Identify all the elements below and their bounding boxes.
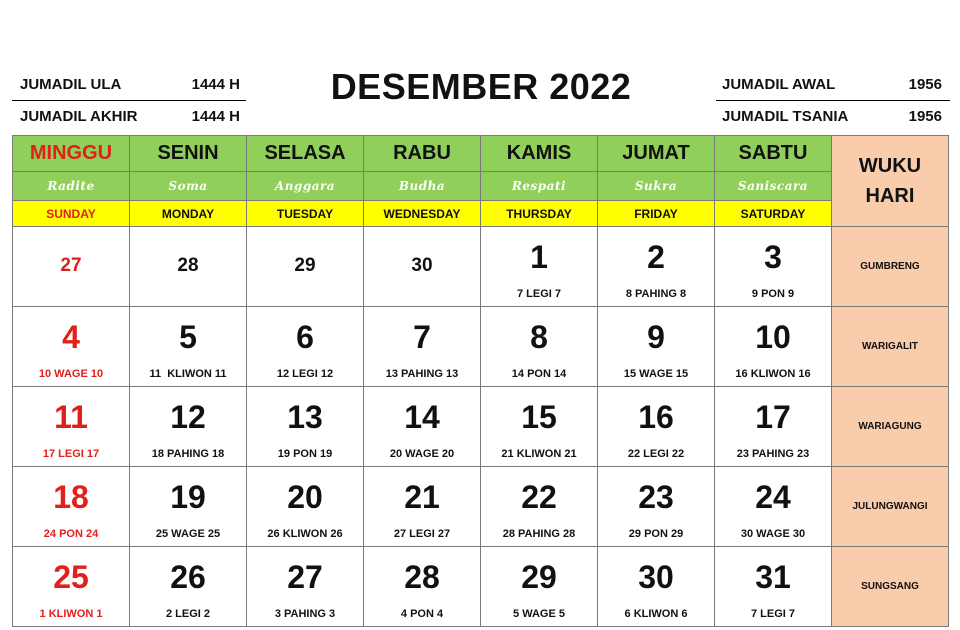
pasaran-label: 29 PON 29: [628, 528, 684, 540]
day-name-saturday: SABTU: [715, 136, 832, 172]
javanese-day-monday: Soma: [130, 172, 247, 201]
week-row: [13, 547, 949, 627]
date-cell[interactable]: [247, 387, 364, 467]
pasaran-label: 27 LEGI 27: [393, 528, 451, 540]
date-number: 21: [404, 479, 440, 515]
date-number: 29: [294, 255, 316, 276]
wuku-header-line-1: WUKU: [858, 155, 922, 177]
english-day-wednesday: WEDNESDAY: [364, 201, 481, 227]
date-number: 25: [53, 559, 89, 595]
date-cell[interactable]: [13, 227, 130, 307]
javanese-day-row: [13, 172, 949, 201]
date-number: 1: [530, 239, 548, 275]
pasaran-label: 20 WAGE 20: [389, 448, 455, 460]
english-day-tuesday: TUESDAY: [247, 201, 364, 227]
date-number: 28: [404, 559, 440, 595]
calendar-grid: [12, 135, 949, 627]
pasaran-label: 13 PAHING 13: [385, 368, 459, 380]
date-number: 30: [411, 255, 433, 276]
date-cell[interactable]: [715, 547, 832, 627]
javanese-year: 1956: [908, 75, 942, 93]
date-cell[interactable]: [13, 547, 130, 627]
date-cell[interactable]: [247, 227, 364, 307]
javanese-month-name: JUMADIL AWAL: [722, 75, 836, 93]
wuku-header-line-2: HARI: [865, 185, 915, 207]
javanese-day-thursday: Respati: [481, 172, 598, 201]
pasaran-label: 3 PAHING 3: [274, 608, 336, 620]
hijri-month-row-2: [14, 105, 246, 127]
date-cell[interactable]: [481, 307, 598, 387]
pasaran-label: 30 WAGE 30: [740, 528, 806, 540]
date-cell[interactable]: [481, 467, 598, 547]
hijri-year: 1444 H: [191, 107, 240, 125]
pasaran-label: 24 PON 24: [43, 528, 99, 540]
date-number: 20: [287, 479, 323, 515]
pasaran-label: 12 LEGI 12: [276, 368, 334, 380]
english-day-sunday: SUNDAY: [13, 201, 130, 227]
date-cell[interactable]: [247, 467, 364, 547]
date-cell[interactable]: [715, 387, 832, 467]
page-title: DESEMBER 2022: [330, 66, 632, 107]
date-number: 17: [755, 399, 791, 435]
javanese-day-saturday: Saniscara: [715, 172, 832, 201]
date-cell[interactable]: [364, 307, 481, 387]
pasaran-label: 17 LEGI 17: [42, 448, 100, 460]
pasaran-label: 15 WAGE 15: [623, 368, 689, 380]
wuku-label: WARIGALIT: [832, 307, 949, 387]
date-cell[interactable]: [130, 467, 247, 547]
english-day-saturday: SATURDAY: [715, 201, 832, 227]
date-number: 12: [170, 399, 206, 435]
date-number: 28: [177, 255, 199, 276]
date-cell[interactable]: [130, 307, 247, 387]
english-day-monday: MONDAY: [130, 201, 247, 227]
pasaran-label: 18 PAHING 18: [151, 448, 225, 460]
wuku-label: SUNGSANG: [832, 547, 949, 627]
javanese-year: 1956: [908, 107, 942, 125]
date-number: 4: [62, 319, 80, 355]
hijri-month-name: JUMADIL AKHIR: [20, 107, 138, 125]
date-number: 11: [54, 399, 88, 435]
day-name-monday: SENIN: [130, 136, 247, 172]
date-number: 10: [755, 319, 791, 355]
pasaran-label: 1 KLIWON 1: [39, 608, 103, 620]
pasaran-label: 25 WAGE 25: [155, 528, 221, 540]
day-name-row: [13, 136, 949, 172]
date-cell[interactable]: [481, 387, 598, 467]
pasaran-label: 4 PON 4: [400, 608, 444, 620]
pasaran-label: 28 PAHING 28: [502, 528, 576, 540]
day-name-sunday: MINGGU: [13, 136, 130, 172]
pasaran-label: 8 PAHING 8: [625, 288, 687, 300]
date-number: 13: [287, 399, 323, 435]
pasaran-label: 2 LEGI 2: [165, 608, 211, 620]
javanese-month-row-2: [716, 105, 948, 127]
pasaran-label: 14 PON 14: [511, 368, 567, 380]
pasaran-label: 7 LEGI 7: [750, 608, 796, 620]
date-number: 27: [60, 255, 82, 276]
pasaran-label: 21 KLIWON 21: [501, 448, 577, 460]
date-cell[interactable]: [13, 307, 130, 387]
date-cell[interactable]: [598, 547, 715, 627]
date-number: 16: [638, 399, 674, 435]
date-number: 30: [638, 559, 674, 595]
date-cell[interactable]: [13, 467, 130, 547]
date-number: 3: [764, 239, 782, 275]
date-cell[interactable]: [481, 547, 598, 627]
date-cell[interactable]: [715, 307, 832, 387]
divider: [716, 100, 950, 101]
date-number: 19: [170, 479, 206, 515]
hijri-month-name: JUMADIL ULA: [20, 75, 122, 93]
date-number: 31: [755, 559, 791, 595]
day-name-wednesday: RABU: [364, 136, 481, 172]
pasaran-label: 11 KLIWON 11: [149, 368, 227, 380]
wuku-label: WARIAGUNG: [832, 387, 949, 467]
javanese-day-friday: Sukra: [598, 172, 715, 201]
pasaran-label: 9 PON 9: [751, 288, 795, 300]
week-row: [13, 307, 949, 387]
wuku-hari-header: [832, 136, 949, 227]
date-number: 15: [521, 399, 557, 435]
date-cell[interactable]: [364, 467, 481, 547]
date-cell[interactable]: [130, 227, 247, 307]
pasaran-label: 10 WAGE 10: [38, 368, 104, 380]
javanese-month-row-1: [716, 73, 948, 95]
pasaran-label: 5 WAGE 5: [513, 608, 565, 620]
day-name-friday: JUMAT: [598, 136, 715, 172]
english-day-row: [13, 201, 949, 227]
pasaran-label: 22 LEGI 22: [627, 448, 685, 460]
date-number: 8: [530, 319, 548, 355]
date-number: 26: [170, 559, 206, 595]
date-cell[interactable]: [364, 387, 481, 467]
pasaran-label: 19 PON 19: [277, 448, 333, 460]
date-cell[interactable]: [598, 307, 715, 387]
date-number: 22: [521, 479, 557, 515]
day-name-tuesday: SELASA: [247, 136, 364, 172]
pasaran-label: 26 KLIWON 26: [267, 528, 343, 540]
date-cell[interactable]: [364, 227, 481, 307]
pasaran-label: 7 LEGI 7: [516, 288, 562, 300]
date-number: 23: [638, 479, 674, 515]
date-number: 14: [404, 399, 440, 435]
javanese-day-sunday: Radite: [13, 172, 130, 201]
date-number: 24: [755, 479, 791, 515]
date-cell[interactable]: [13, 387, 130, 467]
date-number: 2: [647, 239, 665, 275]
pasaran-label: 6 KLIWON 6: [624, 608, 688, 620]
date-cell[interactable]: [598, 467, 715, 547]
divider: [12, 100, 246, 101]
date-cell[interactable]: [364, 547, 481, 627]
pasaran-label: 23 PAHING 23: [736, 448, 810, 460]
date-cell[interactable]: [715, 227, 832, 307]
date-cell[interactable]: [598, 387, 715, 467]
hijri-month-row-1: [14, 73, 246, 95]
week-row: [13, 467, 949, 547]
english-day-friday: FRIDAY: [598, 201, 715, 227]
date-cell[interactable]: [130, 547, 247, 627]
wuku-label: GUMBRENG: [832, 227, 949, 307]
date-cell[interactable]: [130, 387, 247, 467]
date-cell[interactable]: [247, 547, 364, 627]
english-day-thursday: THURSDAY: [481, 201, 598, 227]
week-row: [13, 227, 949, 307]
day-name-thursday: KAMIS: [481, 136, 598, 172]
javanese-day-tuesday: Anggara: [247, 172, 364, 201]
javanese-month-name: JUMADIL TSANIA: [722, 107, 849, 125]
date-cell[interactable]: [715, 467, 832, 547]
date-cell[interactable]: [247, 307, 364, 387]
date-number: 5: [179, 319, 197, 355]
week-row: [13, 387, 949, 467]
date-number: 6: [296, 319, 314, 355]
date-cell[interactable]: [598, 227, 715, 307]
javanese-day-wednesday: Budha: [364, 172, 481, 201]
date-number: 27: [287, 559, 323, 595]
hijri-year: 1444 H: [191, 75, 240, 93]
date-number: 18: [53, 479, 89, 515]
wuku-label: JULUNGWANGI: [832, 467, 949, 547]
date-cell[interactable]: [481, 227, 598, 307]
date-number: 29: [521, 559, 557, 595]
date-number: 7: [413, 319, 431, 355]
pasaran-label: 16 KLIWON 16: [735, 368, 811, 380]
date-number: 9: [647, 319, 665, 355]
